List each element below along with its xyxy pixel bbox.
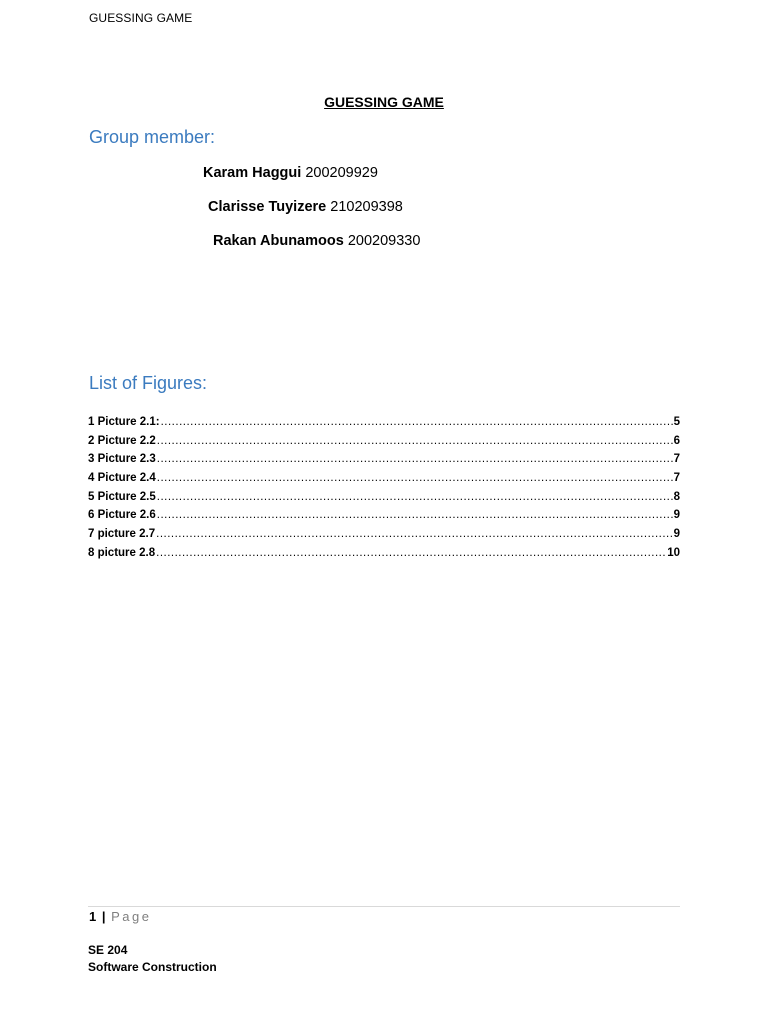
- member-name: Karam Haggui: [203, 165, 302, 181]
- figure-page-number: 5: [673, 416, 680, 428]
- dot-leader: [157, 491, 673, 503]
- figure-page-number: 9: [673, 528, 680, 541]
- dot-leader: [161, 416, 673, 428]
- figure-label: 4 Picture 2.4: [88, 472, 156, 485]
- figure-label: 8 picture 2.8: [88, 546, 156, 559]
- group-member-heading: Group member:: [89, 127, 216, 147]
- figure-page-number: 9: [673, 509, 680, 522]
- list-of-figures: [88, 416, 680, 566]
- figure-entry-link[interactable]: [88, 547, 680, 566]
- page-word: Page: [111, 909, 152, 924]
- dot-leader: [157, 472, 673, 484]
- dot-leader: [156, 547, 666, 559]
- figure-entry-link[interactable]: [88, 435, 680, 454]
- figure-entry-link[interactable]: [88, 416, 680, 435]
- member-id: 210209398: [330, 199, 403, 215]
- figure-page-number: 8: [673, 490, 680, 503]
- figure-label: 6 Picture 2.6: [88, 509, 156, 522]
- figure-entry-link[interactable]: [88, 453, 680, 472]
- figure-label: 1 Picture 2.1:: [88, 416, 160, 428]
- figure-page-number: 7: [673, 453, 680, 466]
- member-id: 200209929: [305, 165, 378, 181]
- member-name: Clarisse Tuyizere: [208, 199, 327, 215]
- figure-page-number: 7: [673, 472, 680, 485]
- figure-entry-link[interactable]: [88, 472, 680, 491]
- member-name: Rakan Abunamoos: [213, 233, 344, 249]
- figure-label: 3 Picture 2.3: [88, 453, 156, 466]
- figure-page-number: 10: [667, 546, 680, 559]
- dot-leader: [157, 435, 673, 447]
- member-id: 200209330: [347, 233, 421, 249]
- figure-page-number: 6: [673, 434, 680, 447]
- running-header: GUESSING GAME: [89, 11, 193, 25]
- page-number: 1: [89, 909, 97, 924]
- figure-entry-link[interactable]: [88, 528, 680, 547]
- page-number-footer: [89, 909, 152, 924]
- group-member-entry: [213, 233, 420, 249]
- figure-entry-link[interactable]: [88, 509, 680, 528]
- document-title: GUESSING GAME: [324, 94, 444, 110]
- group-member-entry: [203, 165, 378, 181]
- figure-entry-link[interactable]: [88, 491, 680, 510]
- group-member-entry: [208, 199, 403, 215]
- footer-divider: [88, 906, 680, 907]
- course-name: Software Construction: [88, 960, 217, 974]
- course-code: SE 204: [88, 943, 128, 957]
- figure-label: 5 Picture 2.5: [88, 490, 156, 503]
- figure-label: 7 picture 2.7: [88, 528, 156, 541]
- list-of-figures-heading: List of Figures:: [89, 373, 208, 393]
- dot-leader: [157, 453, 673, 465]
- figure-label: 2 Picture 2.2: [88, 434, 156, 447]
- page-separator: |: [101, 909, 106, 924]
- dot-leader: [157, 509, 673, 521]
- dot-leader: [156, 528, 672, 540]
